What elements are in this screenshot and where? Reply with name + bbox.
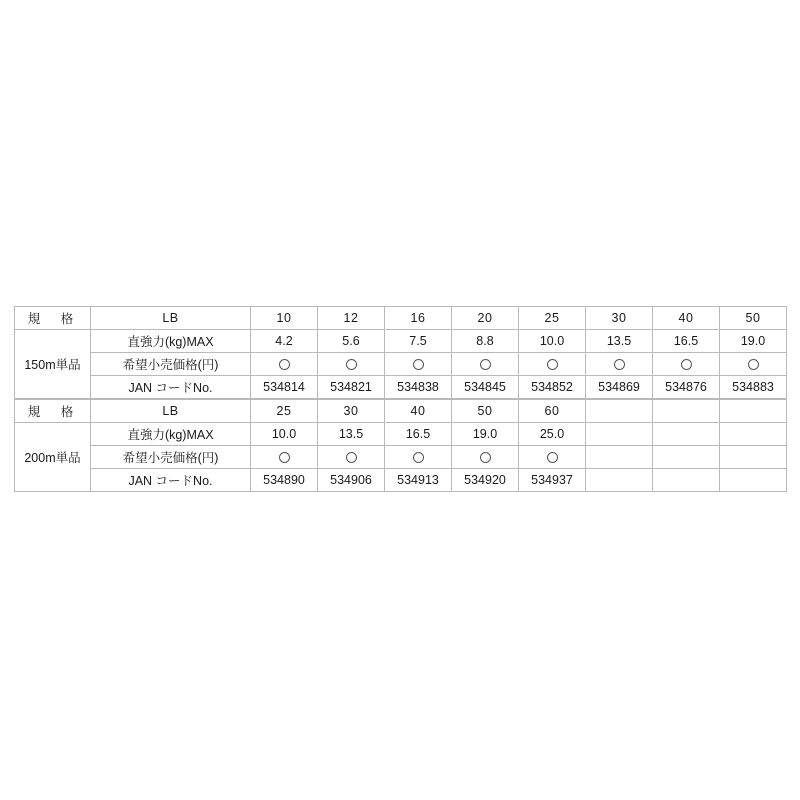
header-lb-value: 25 bbox=[251, 400, 318, 423]
cell-jan: 534906 bbox=[318, 469, 385, 492]
empty-cell bbox=[586, 469, 653, 492]
empty-cell bbox=[653, 400, 720, 423]
header-lb-value: 30 bbox=[586, 307, 653, 330]
cell-price bbox=[519, 353, 586, 376]
cell-jan: 534883 bbox=[720, 376, 787, 399]
cell-jan: 534869 bbox=[586, 376, 653, 399]
header-lb-value: 12 bbox=[318, 307, 385, 330]
header-lb-value: 50 bbox=[720, 307, 787, 330]
cell-price bbox=[385, 446, 452, 469]
cell-jan: 534876 bbox=[653, 376, 720, 399]
cell-strength: 25.0 bbox=[519, 423, 586, 446]
header-lb-value: 25 bbox=[519, 307, 586, 330]
cell-strength: 13.5 bbox=[586, 330, 653, 353]
cell-price bbox=[251, 353, 318, 376]
empty-cell bbox=[586, 400, 653, 423]
circle-mark-icon bbox=[279, 452, 290, 463]
empty-cell bbox=[653, 469, 720, 492]
spec-table-150m bbox=[14, 306, 787, 399]
circle-mark-icon bbox=[480, 452, 491, 463]
cell-strength: 16.5 bbox=[385, 423, 452, 446]
cell-strength: 7.5 bbox=[385, 330, 452, 353]
circle-mark-icon bbox=[547, 452, 558, 463]
metric-label-strength: 直強力(kg)MAX bbox=[91, 330, 251, 353]
circle-mark-icon bbox=[614, 359, 625, 370]
circle-mark-icon bbox=[547, 359, 558, 370]
cell-price bbox=[519, 446, 586, 469]
cell-price bbox=[720, 353, 787, 376]
circle-mark-icon bbox=[346, 452, 357, 463]
header-lb-value: 50 bbox=[452, 400, 519, 423]
cell-price bbox=[586, 353, 653, 376]
cell-strength: 19.0 bbox=[720, 330, 787, 353]
header-kikaku: 規 格 bbox=[15, 307, 91, 330]
row-label-150m: 150m単品 bbox=[15, 330, 91, 399]
spec-table-200m bbox=[14, 399, 787, 492]
table-row bbox=[15, 446, 787, 469]
cell-strength: 10.0 bbox=[519, 330, 586, 353]
cell-price bbox=[251, 446, 318, 469]
cell-strength: 5.6 bbox=[318, 330, 385, 353]
cell-jan: 534838 bbox=[385, 376, 452, 399]
header-lb-value: 16 bbox=[385, 307, 452, 330]
cell-jan: 534890 bbox=[251, 469, 318, 492]
circle-mark-icon bbox=[748, 359, 759, 370]
table-row bbox=[15, 423, 787, 446]
table-row bbox=[15, 353, 787, 376]
cell-strength: 8.8 bbox=[452, 330, 519, 353]
metric-label-price: 希望小売価格(円) bbox=[91, 353, 251, 376]
empty-cell bbox=[653, 423, 720, 446]
header-lb-value: 60 bbox=[519, 400, 586, 423]
circle-mark-icon bbox=[413, 452, 424, 463]
empty-cell bbox=[653, 446, 720, 469]
table-row bbox=[15, 330, 787, 353]
cell-jan: 534920 bbox=[452, 469, 519, 492]
circle-mark-icon bbox=[480, 359, 491, 370]
table-header-row-150m bbox=[15, 307, 787, 330]
cell-strength: 16.5 bbox=[653, 330, 720, 353]
header-lb-value: 40 bbox=[385, 400, 452, 423]
cell-strength: 10.0 bbox=[251, 423, 318, 446]
cell-price bbox=[385, 353, 452, 376]
cell-jan: 534937 bbox=[519, 469, 586, 492]
cell-jan: 534913 bbox=[385, 469, 452, 492]
cell-price bbox=[653, 353, 720, 376]
empty-cell bbox=[586, 446, 653, 469]
header-lb-value: 30 bbox=[318, 400, 385, 423]
header-kikaku: 規 格 bbox=[15, 400, 91, 423]
header-lb: LB bbox=[91, 400, 251, 423]
cell-jan: 534814 bbox=[251, 376, 318, 399]
metric-label-strength: 直強力(kg)MAX bbox=[91, 423, 251, 446]
empty-cell bbox=[720, 446, 787, 469]
circle-mark-icon bbox=[681, 359, 692, 370]
row-label-200m: 200m単品 bbox=[15, 423, 91, 492]
cell-price bbox=[318, 446, 385, 469]
empty-cell bbox=[586, 423, 653, 446]
metric-label-jan: JAN コードNo. bbox=[91, 376, 251, 399]
cell-price bbox=[452, 353, 519, 376]
metric-label-price: 希望小売価格(円) bbox=[91, 446, 251, 469]
header-lb: LB bbox=[91, 307, 251, 330]
header-lb-value: 20 bbox=[452, 307, 519, 330]
cell-price bbox=[318, 353, 385, 376]
circle-mark-icon bbox=[346, 359, 357, 370]
cell-strength: 19.0 bbox=[452, 423, 519, 446]
empty-cell bbox=[720, 400, 787, 423]
table-row bbox=[15, 469, 787, 492]
cell-strength: 4.2 bbox=[251, 330, 318, 353]
cell-jan: 534821 bbox=[318, 376, 385, 399]
specification-table-container bbox=[14, 306, 786, 492]
metric-label-jan: JAN コードNo. bbox=[91, 469, 251, 492]
cell-strength: 13.5 bbox=[318, 423, 385, 446]
header-lb-value: 40 bbox=[653, 307, 720, 330]
header-lb-value: 10 bbox=[251, 307, 318, 330]
empty-cell bbox=[720, 469, 787, 492]
circle-mark-icon bbox=[413, 359, 424, 370]
empty-cell bbox=[720, 423, 787, 446]
circle-mark-icon bbox=[279, 359, 290, 370]
table-row bbox=[15, 376, 787, 399]
cell-price bbox=[452, 446, 519, 469]
cell-jan: 534852 bbox=[519, 376, 586, 399]
cell-jan: 534845 bbox=[452, 376, 519, 399]
table-header-row-200m bbox=[15, 400, 787, 423]
